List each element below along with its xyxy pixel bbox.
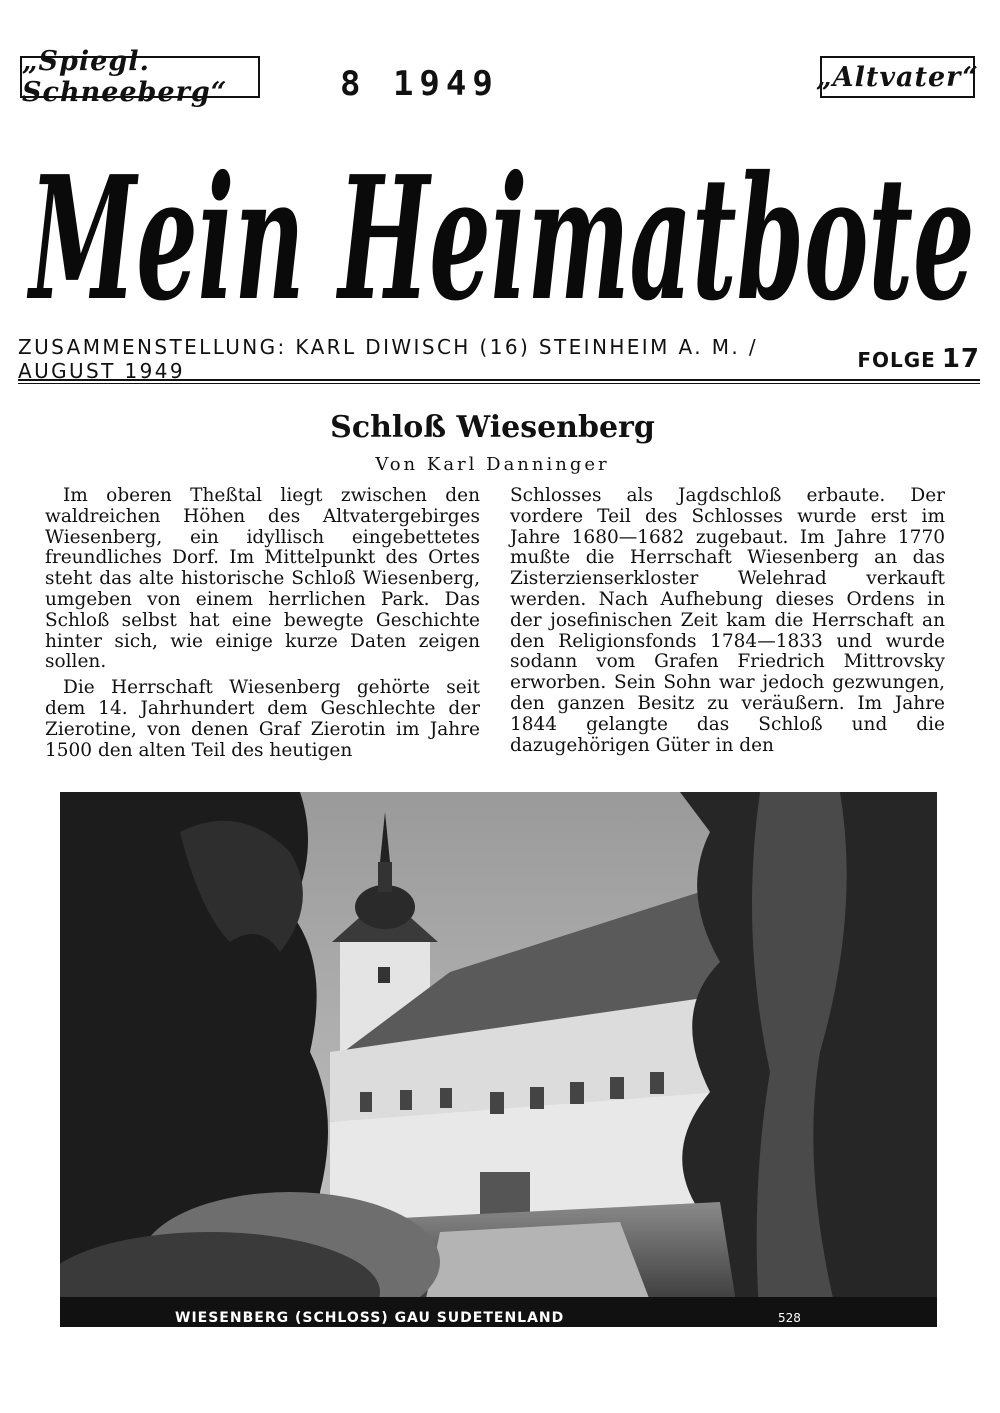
folge-number: 17 (941, 344, 980, 374)
article-byline: Von Karl Danninger (375, 454, 610, 475)
masthead-title (25, 108, 980, 343)
paragraph: Schlosses als Jagdschloß erbaute. Der vordere Teil des Schlosses wurde erst im Jahre 1680—1682 zugebaut. Im Jahre 1770 mußte die Herrschaft Wiesenberg an das Zisterzienserkloster Welehrad verkauft werden. Nach Aufhebung dieses Ordens in der josefinischen Zeit kam die Herrschaft an den Religionsfonds 1784—1833 und wurde sodann vom Grafen Friedrich Mittrovsky erworben. Sein Sohn war jedoch gezwungen, den ganzen Besitz zu veräußern. Im Jahre 1844 gelangte das Schloß und die dazugehörigen Güter in den (510, 485, 945, 756)
imprint-text: ZUSAMMENSTELLUNG: KARL DIWISCH (16) STEINHEIM A. M. / AUGUST 1949 (18, 335, 759, 383)
header-left-label: „Spiegl. Schneeberg“ (20, 56, 260, 98)
date-stamp: 8 1949 (340, 64, 499, 104)
folge-label: FOLGE (857, 348, 936, 372)
imprint-line (18, 335, 980, 383)
issue-number (857, 344, 980, 374)
castle-photo (60, 792, 937, 1327)
header-right-label: „Altvater“ (820, 56, 975, 98)
photo-number: 528 (778, 1311, 801, 1325)
divider (18, 383, 980, 384)
paragraph: Die Herrschaft Wiesenberg gehörte seit dem 14. Jahrhundert dem Geschlechte der Zierotine, von denen Graf Zierotin im Jahre 1500 den alten Teil des heutigen (45, 677, 480, 761)
article-title: Schloß Wiesenberg (330, 410, 655, 445)
article-column-right (510, 486, 945, 761)
masthead-title-text: Mein Heimatbote (26, 139, 975, 339)
article-column-left (45, 486, 480, 766)
photo-caption: WIESENBERG (SCHLOSS) GAU SUDETENLAND (175, 1310, 565, 1326)
divider (18, 379, 980, 381)
paragraph: Im oberen Theßtal liegt zwischen den waldreichen Höhen des Altvatergebirges Wiesenberg, ein idyllisch eingebettetes freundliches Dorf. Im Mittelpunkt des Ortes steht das alte historische Schloß Wiesenberg, umgeben von einem herrlichen Park. Das Schloß selbst hat eine bewegte Geschichte hinter sich, wie einige kurze Daten zeigen sollen. (45, 485, 480, 673)
